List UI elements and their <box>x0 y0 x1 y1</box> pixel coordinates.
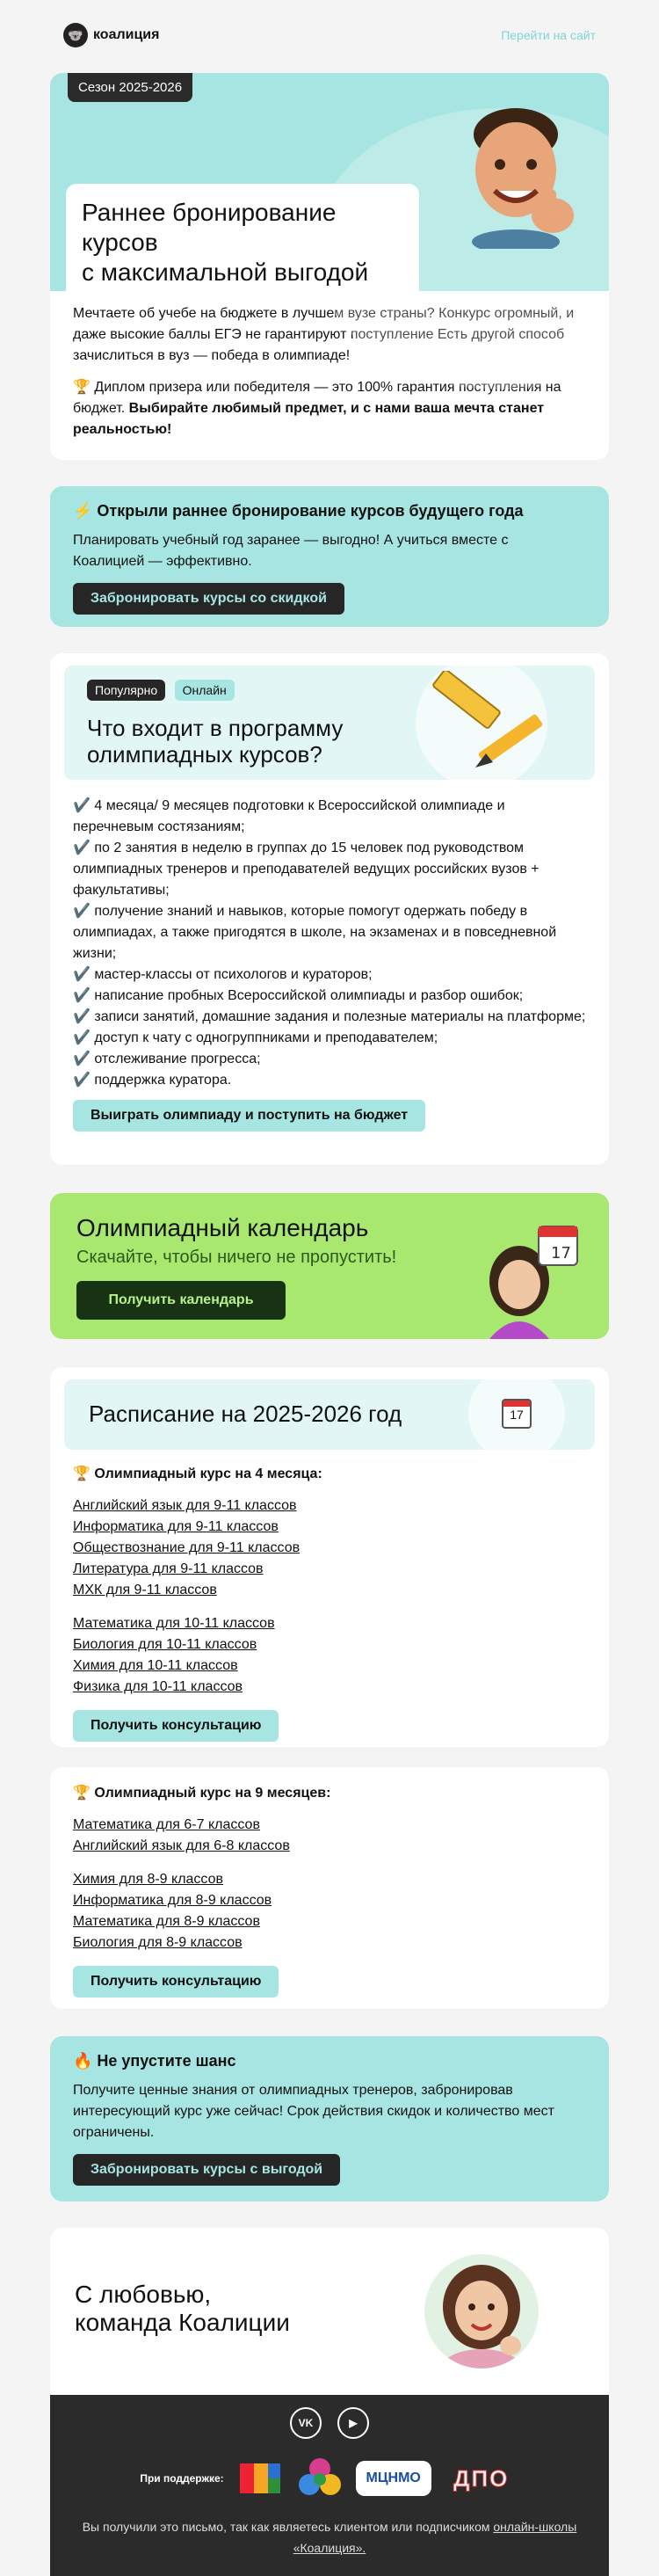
course-link[interactable]: Информатика для 8-9 классов <box>73 1893 272 1908</box>
woman-memoji-icon <box>424 2254 539 2369</box>
course-link[interactable]: Биология для 8-9 классов <box>73 1935 243 1950</box>
calendar-card <box>50 1193 609 1339</box>
partners-row <box>50 2456 609 2500</box>
girl-calendar-icon <box>481 1219 586 1339</box>
course9-group2 <box>73 1869 586 1954</box>
win-olympiad-button[interactable]: Выиграть олимпиаду и поступить на бюджет <box>73 1100 425 1132</box>
calendar-title: Олимпиадный календарь <box>76 1214 369 1241</box>
chance-title: 🔥 Не упустите шанс <box>73 2052 236 2070</box>
list-item: ✔️ 4 месяца/ 9 месяцев подготовки к Всероссийской олимпиаде и перечневым состязаниям; <box>73 798 505 834</box>
support-label: При поддержке: <box>140 2472 224 2485</box>
hero-paragraph-1: Мечтаете об учебе на бюджете в лучшем вузе страны? Конкурс огромный, и даже высокие баллы ЕГЭ не гарантируют поступление Есть другой способ зачислиться в вуз — победа в олимпиаде! <box>73 306 575 363</box>
vk-icon[interactable]: VK <box>290 2407 322 2439</box>
season-badge: Сезон 2025-2026 <box>68 73 192 102</box>
header <box>0 0 659 70</box>
course-link[interactable]: Английский язык для 6-8 классов <box>73 1838 290 1853</box>
partner-dpo-logo[interactable]: ДПО <box>453 2464 510 2492</box>
list-item: ✔️ мастер-классы от психологов и кураторов; <box>73 967 373 982</box>
hero-paragraph-2: 🏆 Диплом призера или победителя — это 100% гарантия поступления на бюджет. Выбирайте любимый предмет, и с нами ваша мечта станет реальностью! <box>73 380 561 437</box>
schedule-card <box>50 1367 609 1747</box>
list-item: ✔️ по 2 занятия в неделю в группах до 15 человек под руководством олимпиадных тренеров и преподавателей ведущих российских вузов + факультативы; <box>73 840 540 898</box>
course-link[interactable]: Математика для 8-9 классов <box>73 1914 260 1929</box>
koala-icon: 🐨 <box>63 23 88 47</box>
tag-online: Онлайн <box>175 680 235 701</box>
calendar-day-text: 17 <box>551 1244 571 1263</box>
partner-cube-logo[interactable] <box>236 2458 284 2499</box>
hero-card <box>50 73 609 460</box>
early-booking-card <box>50 486 609 627</box>
program-title: Что входит в программу олимпиадных курсов? <box>87 715 344 768</box>
course4-group2 <box>73 1613 586 1698</box>
book-discount-button[interactable]: Забронировать курсы со скидкой <box>73 583 344 615</box>
course9-group1 <box>73 1815 586 1857</box>
youtube-icon[interactable]: ▶ <box>337 2407 369 2439</box>
list-item: ✔️ написание пробных Всероссийской олимпиады и разбор ошибок; <box>73 988 524 1003</box>
course9-title: 🏆 Олимпиадный курс на 9 месяцев: <box>73 1786 331 1801</box>
early-booking-title: ⚡ Открыли раннее бронирование курсов будущего года <box>73 502 524 520</box>
partner-mcnmo-logo[interactable]: МЦНМО <box>356 2461 431 2496</box>
chance-card <box>50 2036 609 2201</box>
list-item: ✔️ доступ к чату с одногруппниками и преподавателем; <box>73 1030 438 1045</box>
consultation-button[interactable]: Получить консультацию <box>73 1710 279 1742</box>
brand-name: коалиция <box>93 27 160 42</box>
course4-title: 🏆 Олимпиадный курс на 4 месяца: <box>73 1466 322 1481</box>
signoff-text: С любовью, команда Коалиции <box>75 2281 290 2336</box>
program-banner <box>64 666 595 780</box>
site-link[interactable]: Перейти на сайт <box>501 28 596 42</box>
signoff-card <box>50 2228 609 2395</box>
course-link[interactable]: Информатика для 9-11 классов <box>73 1519 279 1534</box>
school-link[interactable]: онлайн-школы «Коалиция». <box>293 2520 577 2555</box>
tag-popular: Популярно <box>87 680 165 701</box>
get-calendar-button[interactable]: Получить календарь <box>76 1281 286 1320</box>
list-item: ✔️ отслеживание прогресса; <box>73 1052 261 1066</box>
course-link[interactable]: Биология для 10-11 классов <box>73 1637 257 1652</box>
hero-banner <box>50 73 609 291</box>
calendar-icon: 17 <box>502 1399 532 1429</box>
partner-flower-logo[interactable] <box>296 2456 344 2500</box>
course9-card <box>50 1767 609 2009</box>
course-link[interactable]: Физика для 10-11 классов <box>73 1679 243 1694</box>
consultation-button-2[interactable]: Получить консультацию <box>73 1966 279 1997</box>
schedule-banner <box>64 1379 595 1450</box>
hero-title: Раннее бронирование курсов с максимальной выгодой <box>66 184 419 302</box>
early-booking-text: Планировать учебный год заранее — выгодно! А учиться вместе с Коалицией — эффективно. <box>73 533 509 569</box>
chance-text: Получите ценные знания от олимпиадных тренеров, забронировав интересующий курс уже сейчас! Срок действия скидок и количество мест ограничены. <box>73 2083 554 2140</box>
course4-group1 <box>73 1495 586 1601</box>
course-link[interactable]: Химия для 8-9 классов <box>73 1872 223 1887</box>
course-link[interactable]: Химия для 10-11 классов <box>73 1658 238 1673</box>
list-item: ✔️ записи занятий, домашние задания и полезные материалы на платформе; <box>73 1009 586 1024</box>
course-link[interactable]: Английский язык для 9-11 классов <box>73 1498 297 1513</box>
course-link[interactable]: МХК для 9-11 классов <box>73 1583 217 1597</box>
social-links <box>50 2407 609 2439</box>
course-link[interactable]: Обществознание для 9-11 классов <box>73 1540 301 1555</box>
calendar-subtitle: Скачайте, чтобы ничего не пропустить! <box>76 1248 397 1267</box>
list-item: ✔️ поддержка куратора. <box>73 1073 232 1088</box>
footer-notice: Вы получили это письмо, так как являетесь клиентом или подписчиком онлайн-школы «Коалиция». <box>82 2520 577 2555</box>
schedule-title: Расписание на 2025-2026 год <box>89 1401 402 1427</box>
brand-logo[interactable] <box>63 23 159 47</box>
course-link[interactable]: Математика для 6-7 классов <box>73 1817 260 1832</box>
course-link[interactable]: Математика для 10-11 классов <box>73 1616 275 1631</box>
footer <box>50 2395 609 2576</box>
ruler-pencil-icon <box>423 671 554 780</box>
boy-memoji-icon <box>454 99 586 249</box>
book-courses-button[interactable]: Забронировать курсы с выгодой <box>73 2154 340 2186</box>
list-item: ✔️ получение знаний и навыков, которые помогут одержать победу в олимпиадах, а также пригодятся в школе, на экзаменах и в повседневной жизни; <box>73 904 557 961</box>
program-list <box>73 796 586 1091</box>
program-card <box>50 653 609 1165</box>
course-link[interactable]: Литература для 9-11 классов <box>73 1561 264 1576</box>
